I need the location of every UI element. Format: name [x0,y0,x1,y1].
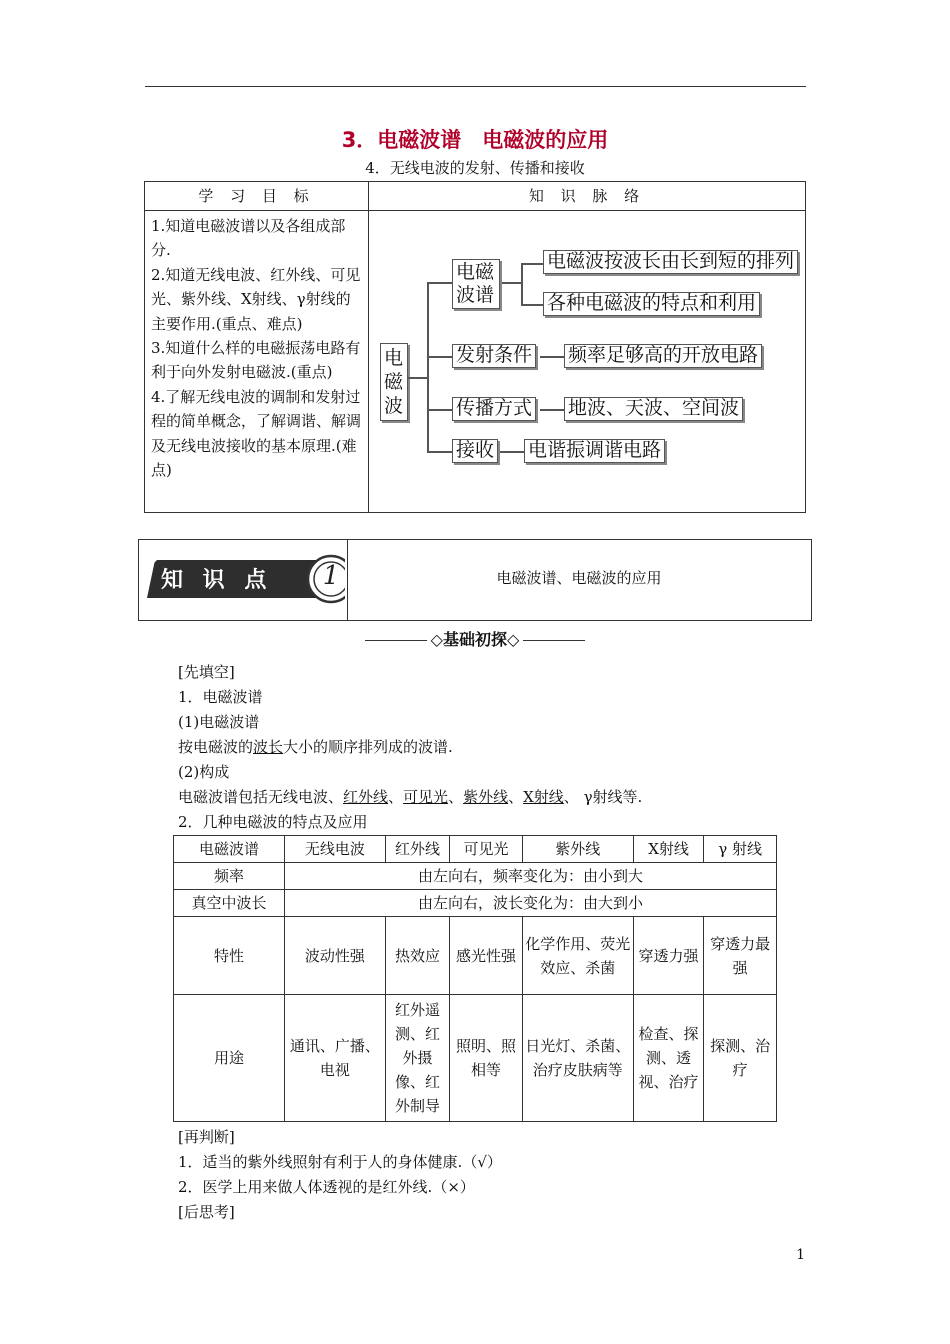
objective-item: 3.知道什么样的电磁振荡电路有利于向外发射电磁波.(重点) [151,339,361,382]
table-row: 频率 由左向右，频率变化为：由小到大 [174,863,777,890]
table-row: 用途 通讯、广播、电视 红外遥测、红外摄像、红外制导 照明、照相等 日光灯、杀菌、治疗皮肤病等 检查、探测、透视、治疗 探测、治疗 [174,995,777,1122]
judge-question: 1．适当的紫外线照射有利于人的身体健康.（√） [178,1153,502,1171]
objective-item: 4.了解无线电波的调制和发射过程的简单概念，了解调谐、解调及无线电波接收的基本原理.(难点) [151,387,362,480]
section-label: 电磁波谱、电磁波的应用 [496,569,662,587]
judge-question: 2．医学上用来做人体透视的是红外线.（×） [178,1178,475,1196]
mindmap-leaf: 地波、天波、空间波 [564,397,743,421]
top-rule [145,86,806,87]
badge-text: 知 识 点 [161,568,273,593]
page-number: 1 [796,1247,805,1263]
heading-features: 2．几种电磁波的特点及应用 [178,813,368,831]
mindmap-branch-reception: 接收 [452,439,498,463]
badge-number: 1 [322,561,340,591]
mindmap-branch-propagation: 传播方式 [452,397,536,421]
mindmap-leaf: 频率足够高的开放电路 [564,344,762,368]
section-banner [138,539,812,621]
table-row: 真空中波长 由左向右，波长变化为：由大到小 [174,890,777,917]
objective-item: 2.知道无线电波、红外线、可见光、紫外线、X射线、γ射线的主要作用.(重点、难点) [151,265,361,333]
page-subtitle: 4．无线电波的发射、传播和接收 [365,159,585,177]
knowledge-point-badge [147,554,345,604]
fill-blank-label: [先填空] [178,663,235,681]
mindmap-leaf: 电谐振调谐电路 [524,439,665,463]
mindmap-root: 电磁波 [380,343,408,421]
heading-spectrum: 1．电磁波谱 [178,688,263,706]
mindmap-leaf: 电磁波按波长由长到短的排列 [543,250,798,274]
subsection-heading: ◇基础初探◇ [0,627,950,650]
diamond-icon: ◇ [507,630,520,649]
spectrum-definition: 按电磁波的波长大小的顺序排列成的波谱. [178,738,453,756]
table-row: 特性 波动性强 热效应 感光性强 化学作用、荧光效应、杀菌 穿透力强 穿透力最强 [174,917,777,995]
heading-composition: (2)构成 [178,763,230,781]
spectrum-table [173,835,777,1122]
composition-text: 电磁波谱包括无线电波、红外线、可见光、紫外线、X射线、 γ射线等. [178,788,643,806]
heading-spectrum-sub: (1)电磁波谱 [178,713,260,731]
objectives-header: 学 习 目 标 [198,187,315,205]
judge-label: [再判断] [178,1128,235,1146]
mindmap-leaf: 各种电磁波的特点和利用 [543,292,760,316]
knowledge-header: 知 识 脉 络 [528,187,646,205]
mindmap-branch-emission: 发射条件 [452,344,536,368]
objective-item: 1.知道电磁波谱以及各组成部分. [151,217,346,260]
diamond-icon: ◇ [430,630,443,649]
objectives-list [151,214,365,482]
think-label: [后思考] [178,1203,235,1221]
table-row: 电磁波谱 无线电波 红外线 可见光 紫外线 X射线 γ 射线 [174,836,777,863]
page-title: 3．电磁波谱 电磁波的应用 [341,128,609,152]
mindmap-branch-spectrum: 电磁波谱 [452,259,500,309]
